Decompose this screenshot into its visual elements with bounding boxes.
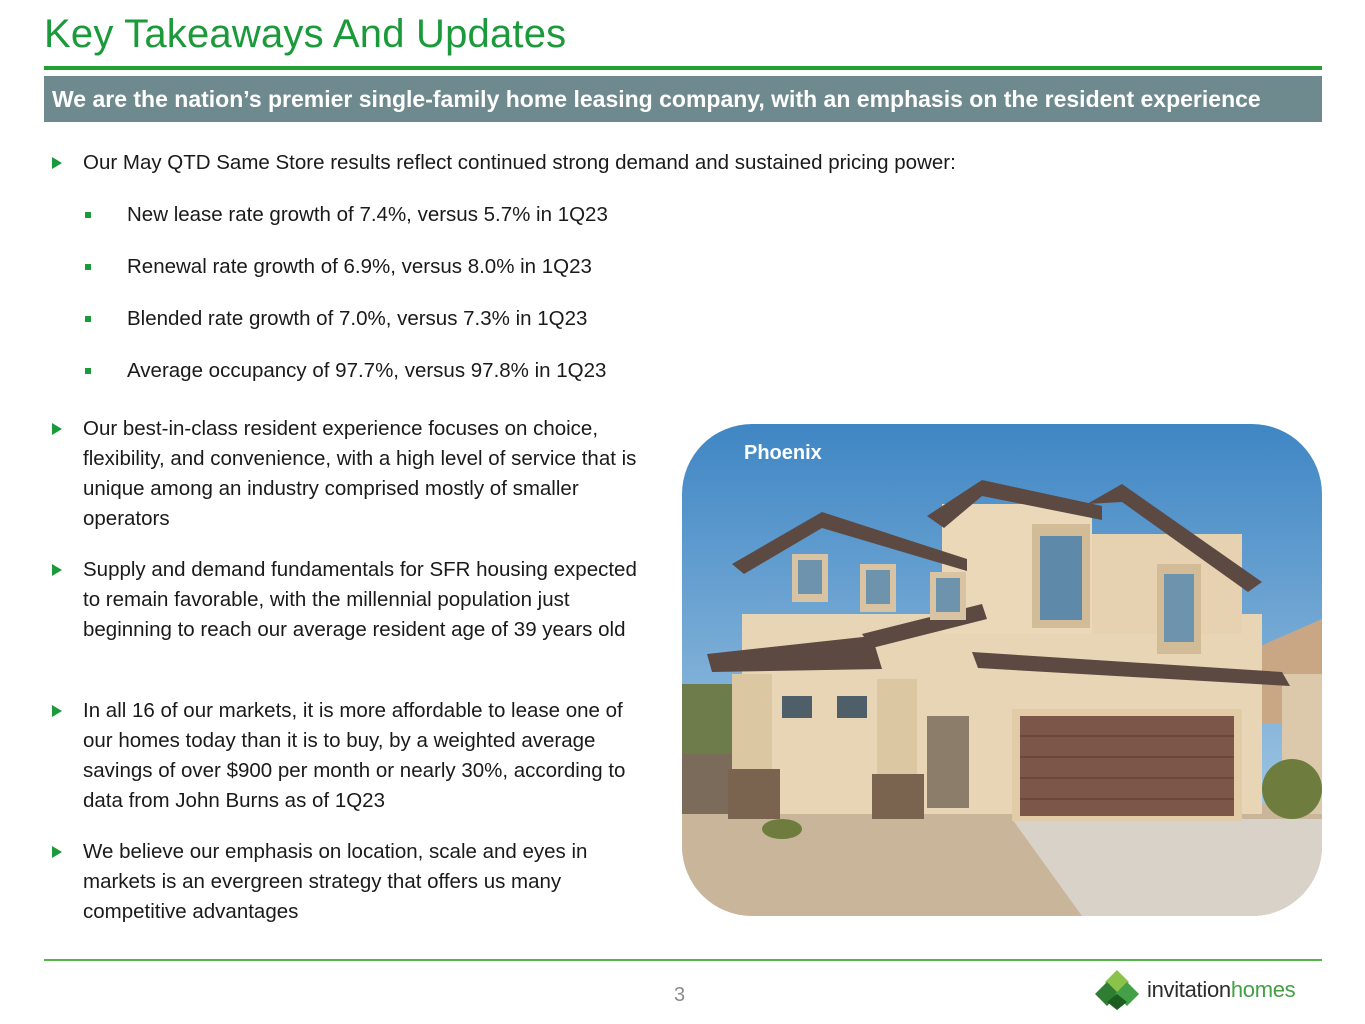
bullet-strategy — [52, 837, 642, 927]
sub-bullet-renewal — [85, 252, 592, 282]
sub-bullet-occupancy — [85, 356, 606, 386]
triangle-bullet-icon — [52, 564, 62, 576]
square-bullet-icon — [85, 368, 91, 374]
square-bullet-icon — [85, 212, 91, 218]
bullet-text: We believe our emphasis on location, scale and eyes in markets is an evergreen strategy that offers us many competitive advantages — [83, 840, 588, 923]
bullet-supply-demand — [52, 555, 642, 645]
triangle-bullet-icon — [52, 423, 62, 435]
logo-mark-icon — [1095, 968, 1139, 1012]
bullet-resident-experience — [52, 414, 642, 534]
slide-title: Key Takeaways And Updates — [44, 12, 567, 56]
page-number: 3 — [674, 984, 686, 1006]
bullet-same-store — [52, 148, 1292, 178]
title-divider — [44, 66, 1322, 70]
bullet-affordability — [52, 696, 652, 816]
logo-word-invitation: invitation — [1147, 977, 1231, 1002]
house-photo — [682, 424, 1322, 916]
sub-bullet-blended — [85, 304, 587, 334]
triangle-bullet-icon — [52, 846, 62, 858]
sub-bullet-text: Blended rate growth of 7.0%, versus 7.3% in 1Q23 — [127, 307, 588, 330]
bullet-text: Our best-in-class resident experience focuses on choice, flexibility, and convenience, with a high level of service that is unique among an industry comprised mostly of smaller operators — [83, 417, 637, 530]
sub-bullet-text: Average occupancy of 97.7%, versus 97.8% in 1Q23 — [127, 359, 607, 382]
sub-bullet-text: New lease rate growth of 7.4%, versus 5.7% in 1Q23 — [127, 203, 608, 226]
photo-location-label: Phoenix — [744, 442, 822, 464]
headline-banner: We are the nation’s premier single-family home leasing company, with an emphasis on the resident experience — [44, 76, 1322, 122]
square-bullet-icon — [85, 264, 91, 270]
square-bullet-icon — [85, 316, 91, 322]
footer-divider — [44, 959, 1322, 961]
sub-bullet-text: Renewal rate growth of 6.9%, versus 8.0% in 1Q23 — [127, 255, 592, 278]
bullet-text: Our May QTD Same Store results reflect continued strong demand and sustained pricing power: — [83, 151, 956, 174]
company-logo — [1095, 968, 1295, 1012]
bullet-text: Supply and demand fundamentals for SFR housing expected to remain favorable, with the millennial population just beginning to reach our average resident age of 39 years old — [83, 558, 637, 641]
logo-word-homes: homes — [1230, 977, 1296, 1002]
bullet-text: In all 16 of our markets, it is more affordable to lease one of our homes today than it is to buy, by a weighted average savings of over $900 per month or nearly 30%, according to data from John Burns as of 1Q23 — [83, 699, 626, 812]
triangle-bullet-icon — [52, 705, 62, 717]
sub-bullet-new-lease — [85, 200, 608, 230]
triangle-bullet-icon — [52, 157, 62, 169]
